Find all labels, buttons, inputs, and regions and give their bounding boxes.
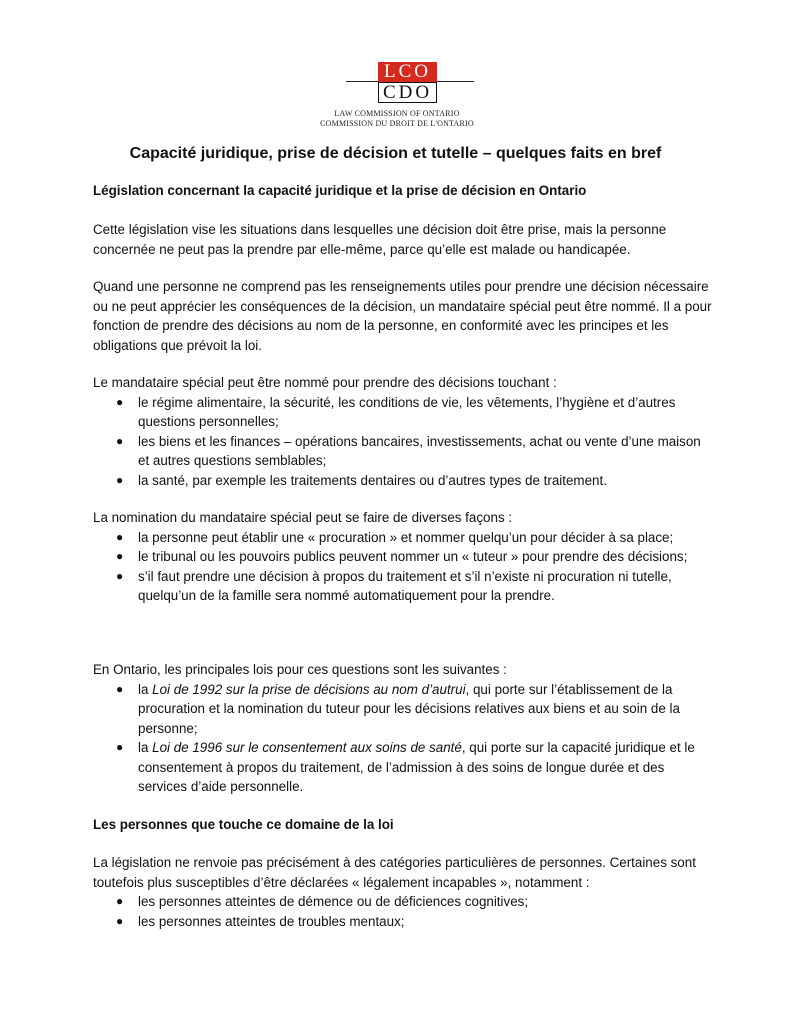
- list-item: [93, 393, 713, 432]
- logo-cdo: CDO: [378, 82, 437, 103]
- bullet-icon: ●: [116, 549, 124, 563]
- bullet-icon: ●: [116, 394, 124, 409]
- list-item: [93, 528, 713, 548]
- paragraph: La législation ne renvoie pas précisément à des catégories particulières de personnes. Certaines sont toutefois plus susceptibles d’être déclarées « légalement incapables », notamment :: [93, 855, 696, 890]
- list-item-text: la: [138, 740, 153, 755]
- list-item: [93, 547, 713, 567]
- bullet-icon: ●: [116, 433, 124, 448]
- section-heading-legislation: Législation concernant la capacité juridique et la prise de décision en Ontario: [93, 183, 587, 198]
- page-title: Capacité juridique, prise de décision et tutelle – quelques faits en bref: [129, 145, 662, 162]
- paragraph: Cette législation vise les situations dans lesquelles une décision doit être prise, mais la personne concernée ne peut pas la prendre par elle-même, parce qu’elle est malade ou handicapée.: [93, 222, 667, 257]
- bullet-icon: ●: [116, 568, 124, 583]
- list-item: [93, 738, 713, 797]
- section-heading-persons: Les personnes que touche ce domaine de la loi: [93, 817, 394, 832]
- list-item: [93, 567, 713, 606]
- logo-rule-left: [346, 81, 379, 82]
- logo-text-french: COMMISSION DU DROIT DE L'ONTARIO: [320, 119, 474, 128]
- list-item-text: s’il faut prendre une décision à propos du traitement et s’il n’existe ni procuration ni tutelle, quelqu’un de la famille sera nommé automatiquement pour la prendre.: [138, 568, 672, 603]
- list-item: [93, 432, 713, 471]
- list-item-text: les personnes atteintes de troubles mentaux;: [138, 913, 405, 929]
- paragraph: La nomination du mandataire spécial peut se faire de diverses façons :: [93, 510, 513, 525]
- list-block-persons: [93, 853, 713, 931]
- bullet-icon: ●: [116, 913, 124, 928]
- bullet-icon: ●: [116, 894, 124, 908]
- list-block-laws: [93, 660, 713, 797]
- paragraph: Quand une personne ne comprend pas les renseignements utiles pour prendre une décision nécessaire ou ne peut apprécier les conséquences de la décision, un mandataire spécial peut être nommé. Il a pour fonction de prendre des décisions au nom de la personne, en conformité avec les principes et les obligations que prévoit la loi.: [93, 279, 712, 353]
- list-block-decisions: [93, 373, 713, 490]
- paragraph: En Ontario, les principales lois pour ces questions sont les suivantes :: [93, 662, 507, 677]
- list-item: [93, 912, 713, 932]
- list-item-text: le régime alimentaire, la sécurité, les conditions de vie, les vêtements, l’hygiène et d’autres questions personnelles;: [138, 394, 676, 429]
- logo-lco: LCO: [378, 62, 437, 82]
- bullet-icon: ●: [116, 529, 124, 544]
- paragraph: Le mandataire spécial peut être nommé pour prendre des décisions touchant :: [93, 375, 557, 390]
- law-title: Loi de 1992 sur la prise de décisions au nom d’autrui: [152, 681, 466, 697]
- list-block-nomination: [93, 508, 713, 606]
- list-item-text: le tribunal ou les pouvoirs publics peuvent nommer un « tuteur » pour prendre des décisions;: [138, 549, 688, 564]
- list-item: [93, 471, 713, 491]
- bullet-list: [93, 528, 713, 606]
- bullet-list: [93, 892, 713, 931]
- list-item-text: la personne peut établir une « procuration » et nommer quelqu’un pour décider à sa place;: [138, 529, 674, 545]
- bullet-list: [93, 393, 713, 491]
- list-item-text: , qui porte sur la capacité juridique et le consentement à propos du traitement, de l’admission à des soins de longue durée et des services d’aide personnelle.: [138, 740, 695, 794]
- bullet-icon: ●: [116, 681, 124, 696]
- logo-rule-right: [436, 81, 474, 82]
- lco-cdo-logo: [312, 58, 482, 132]
- list-item: [93, 892, 713, 912]
- bullet-icon: ●: [116, 472, 124, 487]
- bullet-icon: ●: [116, 740, 124, 754]
- list-item-text: les biens et les finances – opérations bancaires, investissements, achat ou vente d’une maison et autres questions semblables;: [138, 433, 701, 468]
- list-item-text: les personnes atteintes de démence ou de déficiences cognitives;: [138, 894, 529, 909]
- list-item: [93, 680, 713, 739]
- bullet-list: [93, 680, 713, 797]
- list-item-text: , qui porte sur l’établissement de la procuration et la nomination du tuteur pour les décisions relatives aux biens et au soin de la personne;: [138, 681, 680, 736]
- law-title: Loi de 1996 sur le consentement aux soins de santé: [152, 740, 462, 755]
- list-item-text: la: [138, 681, 153, 697]
- list-item-text: la santé, par exemple les traitements dentaires ou d’autres types de traitement.: [138, 472, 607, 488]
- logo-text-english: LAW COMMISSION OF ONTARIO: [334, 109, 460, 118]
